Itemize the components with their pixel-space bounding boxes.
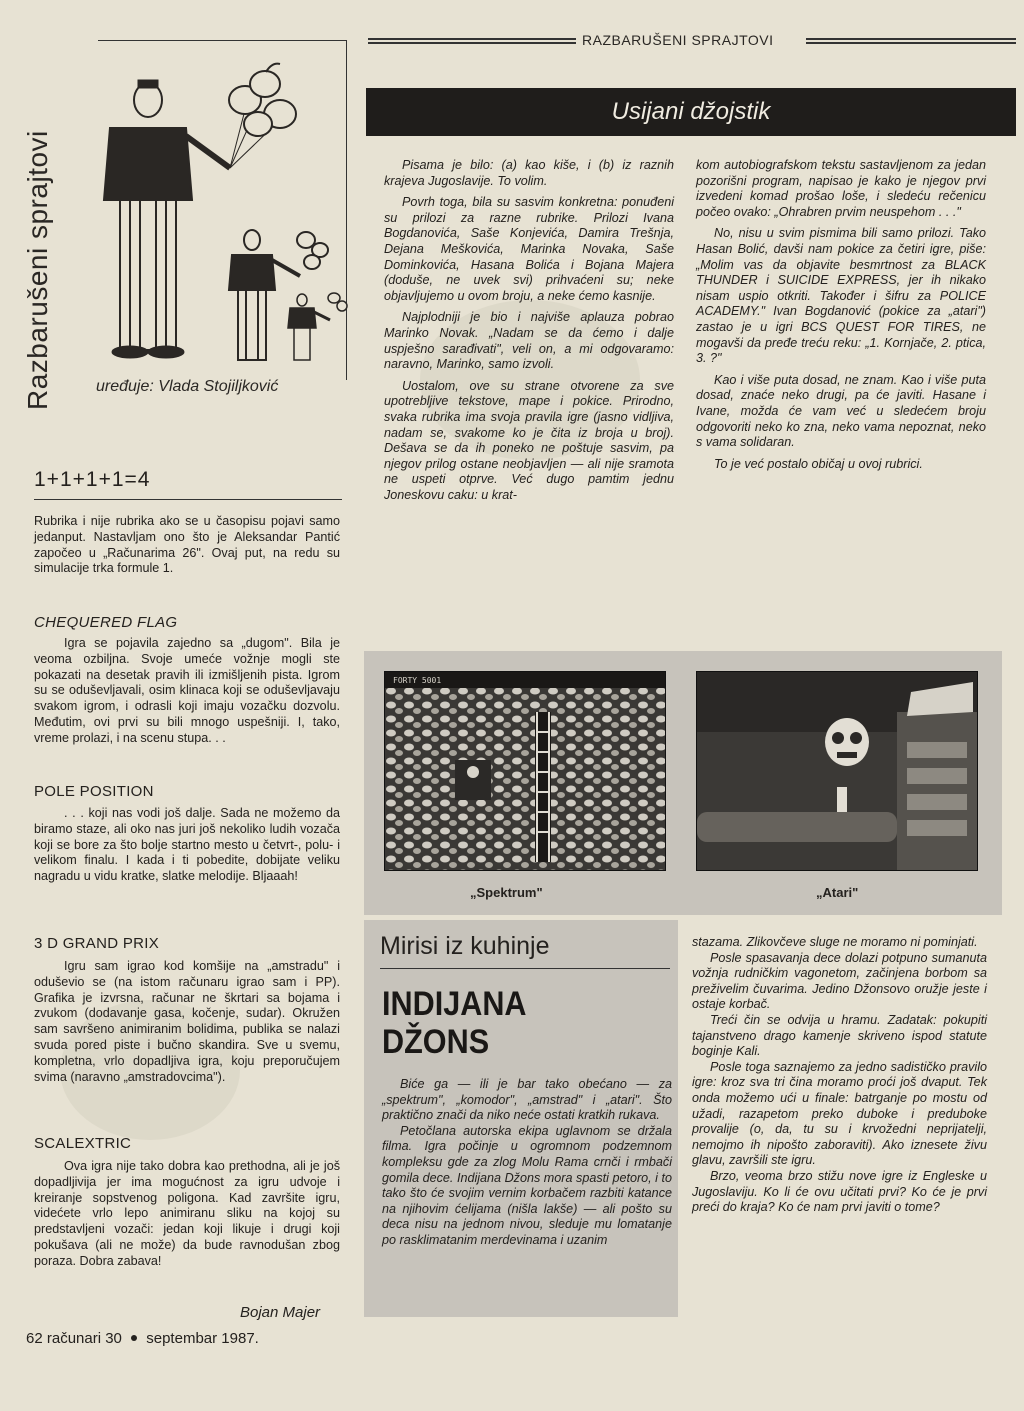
spectrum-screenshot [384,671,666,871]
game-title-scalextric: SCALEXTRIC [34,1135,132,1152]
issue-date: septembar 1987. [146,1330,259,1347]
game-hud-text: FORTY 5001 [393,676,442,685]
headline-line-2: DŽONS [382,1023,490,1061]
recipe-column-1 [382,1077,672,1249]
paragraph: Rubrika i nije rubrika ako se u časopisu pojavi samo jedanput. Nastavljam ono što je Aleksandar Pantić započeo u „Računarima 26". Ovaj put, na redu su simulacije trka formule 1. [34,514,340,576]
magazine-name: računari 30 [46,1330,122,1347]
game-title-pole-position: POLE POSITION [34,783,154,800]
recipe-headline [382,985,527,1061]
paragraph: Povrh toga, bila su sasvim konkretna: ponuđeni su prilozi za razne rubrike. Prilozi Ivana Bogdanovića, Saše Konjevića, Damira Trešnja, Dejana Meškovića, Marinka Novaka, Saše Dominkovića, Hasana Bolića i Bojana Majera (doduše, ne uvek svi) prihvaćeni su; neke objavljujemo u ovom broju, a neke ćemo kasnije. [384,195,674,303]
paragraph: Igra se pojavila zajedno sa „dugom". Bila je veoma ozbiljna. Svoje umeće vožnje mogli ste pokazati na desetak pravih ili izmišljenih pista. Igrom su se oduševljavali, osim klinaca koji se oduševljavaju svakom igrom, i odrasli koji imaju vozačku dozvolu. Međutim, ovi prvi su bili mnogo uspešniji. I, tako, vreme prolazi, i na scenu stupa. . . [34,636,340,745]
paragraph: Posle spasavanja dece dolazi potpuno sumanuta vožnja rudničkim vagonetom, začinjena borbom sa preživelim čuvarima. Jedino Džonsovo oružje jeste i ostaje korbač. [692,950,987,1012]
article-intro [34,514,340,577]
headline-line-1: INDIJANA [382,985,527,1023]
spectrum-game-image [385,672,666,871]
paragraph: Pisama je bilo: (a) kao kiše, i (b) iz raznih krajeva Jugoslavije. To volim. [384,158,674,188]
paragraph: Igru sam igrao kod komšije na „amstradu" i oduševio se (na istom računaru igrao sam i PP). Grafika je izvrsna, računar ne škrtari sa bojama i zvukom (dodavanje gasa, kočenje, sudar). Okružen sam savršeno animiranim bolidima, publika se nalazi svuda pored piste i bučno skandira. Sve u svemu, kompletna, vrlo dopadljiva igra, koju preporučujem svima (naravno „amstradovcima"). [34,959,340,1084]
header-rule-right [806,38,1016,44]
page-number: 62 [26,1330,43,1347]
paragraph: Petočlana autorska ekipa uglavnom se držala filma. Igra počinje u ogromnom podzemnom kompleksu gde za zlog Molu Rama crnči i rmbači gomila dece. Indijana Džons mora spasti petoro, i to tako što će svojim vernim korbačem razbiti katance na njihovim ćelijama (nišla lakše) — ali pošto su deca nisu na jednom nivou, sleduje mu lomatanje po rasklimatanim merdevinama i uzanim [382,1123,672,1247]
paragraph: . . . koji nas vodi još dalje. Sada ne možemo da biramo staze, ali oko nas juri još nekoliko ludih vozača koji se bore za što bolje startno mesto u četvrt-, polu- i velikom finalu. I kada i ti pobedite, dobijate veliku nagradu u vidu kratke, slatke melodije. Bljaaah! [34,806,340,884]
top-left-rule [98,40,346,41]
atari-game-image [697,672,978,871]
page-folio [26,1330,259,1347]
paragraph: Brzo, veoma brzo stižu nove igre iz Engleske u Jugoslaviju. Ko li će ovu učitati prvi? Ko će je prvi preći do kraja? Ko će nam prvi javiti o tome? [692,1168,987,1215]
recipe-section-title: Mirisi iz kuhinje [380,932,550,960]
game-text-scalextric [34,1159,340,1270]
editor-credit: uređuje: Vlada Stojiljković [96,378,279,395]
paragraph: Kao i više puta dosad, ne znam. Kao i više puta dosad, znaće neko drugi, pa će javiti. Hasane i Ivane, možda će vam već u sledećem broju odgovoriti neko ko zna, neko vama nepoznat, neko s vama solidaran. [696,372,986,450]
letters-column-2 [696,158,986,478]
game-text-pole-position [34,806,340,885]
game-text-3d-grand-prix [34,959,340,1085]
bullet-icon [131,1335,137,1341]
article-heading-rule [34,499,342,500]
paragraph: To je već postalo običaj u ovoj rubrici. [714,456,923,471]
paragraph: No, nisu u svim pismima bili samo prilozi. Tako Hasan Bolić, davši nam pokice za četiri igre, piše: „Molim vas da objavite besmrtnost za BLACK THUNDER i SUICIDE EXPRESS, jer ih nikako nisam uspio otkriti. Također i šifru za POLICE ACADEMY." Ivan Bogdanović (pokice za „atari") zastao je u igri BCS QUEST FOR TIRES, ne mogavši da pređe treću reku: „1. Kornjače, 2. ptica, 3. ?" [696,226,986,366]
paragraph: kom autobiografskom tekstu sastavljenom za jedan pozorišni program, napisao je kako je njegov prvi izvedeni komad prošao loše, i sledeću rečenicu počeo ovako: „Ohrabren prvim neuspehom . . ." [696,158,986,219]
letters-column-1 [384,158,674,509]
paragraph: Ova igra nije tako dobra kao prethodna, ali je još dopadljivija jer ima mogućnost za igru udvoje i kreiranje sopstvenog poligona. Kad završite igru, videćete vrlo lepo animiranu sliku na kojoj su predstavljeni vozači: jedan koji likuje i drugi koji pokušava (ali ne može) da bude ravnodušan zbog poraza. Dobra zabava! [34,1159,340,1268]
screenshots-panel [364,651,1002,915]
paragraph: stazama. Zlikovčeve sluge ne moramo ni pominjati. [692,935,978,949]
recipe-column-2 [692,935,987,1216]
paragraph: Najplodniji je bio i najviše aplauza pobrao Marinko Novak. „Nadam se da ćemo i dalje uspješno sarađivati", veli on, a mi odgovaramo: naravno, Marinko, samo izvoli. [384,310,674,372]
article-byline: Bojan Majer [240,1304,321,1321]
header-rule-left [368,38,576,44]
paragraph: Posle toga saznajemo za jedno sadističko pravilo igre: kroz sva tri čina moramo proći još dvaput. Tek onda možemo ući u finale: batrganje po mostu od užadi, razapetom preko duboke i preduboke provalije (o, da, tu su i krvožedni neprijatelji, nemojmo ih nipošto zaboraviti). Ako iznesete živu glavu, završili ste igru. [692,1059,987,1168]
letters-banner: Usijani džojstik [366,88,1016,136]
article-heading: 1+1+1+1=4 [34,468,151,491]
atari-caption: „Atari" [816,885,859,900]
paragraph: Treći čin se odvija u hramu. Zadatak: pokupiti tajanstveno drago kamenje skriveno ispod statute boginje Kali. [692,1012,987,1059]
section-vertical-title: Razbarušeni sprajtovi [22,130,53,410]
paragraph: Uostalom, ove su strane otvorene za sve upotrebljive tekstove, mape i pokice. Prirodno, svaka rubrika ima svoja pravila igre (jasno vidljiva, nadam se, svakome ko je čita iz broja u broj). Dešava se da ih poneko ne poštuje sasvim, pa njegov prilog ostane neobjavljen — ali nije sramota ne uspeti otprve. Već dugo pamtim jednu Joneskovu caku: u krat- [384,378,674,502]
balloon-figures-illustration [80,50,350,370]
game-title-chequered-flag: CHEQUERED FLAG [34,614,178,631]
atari-screenshot [696,671,978,871]
spectrum-caption: „Spektrum" [470,885,543,900]
recipe-title-rule [380,968,670,969]
section-header-label: RAZBARUŠENI SPRAJTOVI [582,32,774,48]
game-text-chequered-flag [34,636,340,747]
game-title-3d-grand-prix: 3 D GRAND PRIX [34,935,160,952]
paragraph: Biće ga — ili je bar tako obećano — za „spektrum", „komodor", „amstrad" i „atari". Što praktično znači da niko neće ostati kratkih rukava. [382,1077,672,1123]
